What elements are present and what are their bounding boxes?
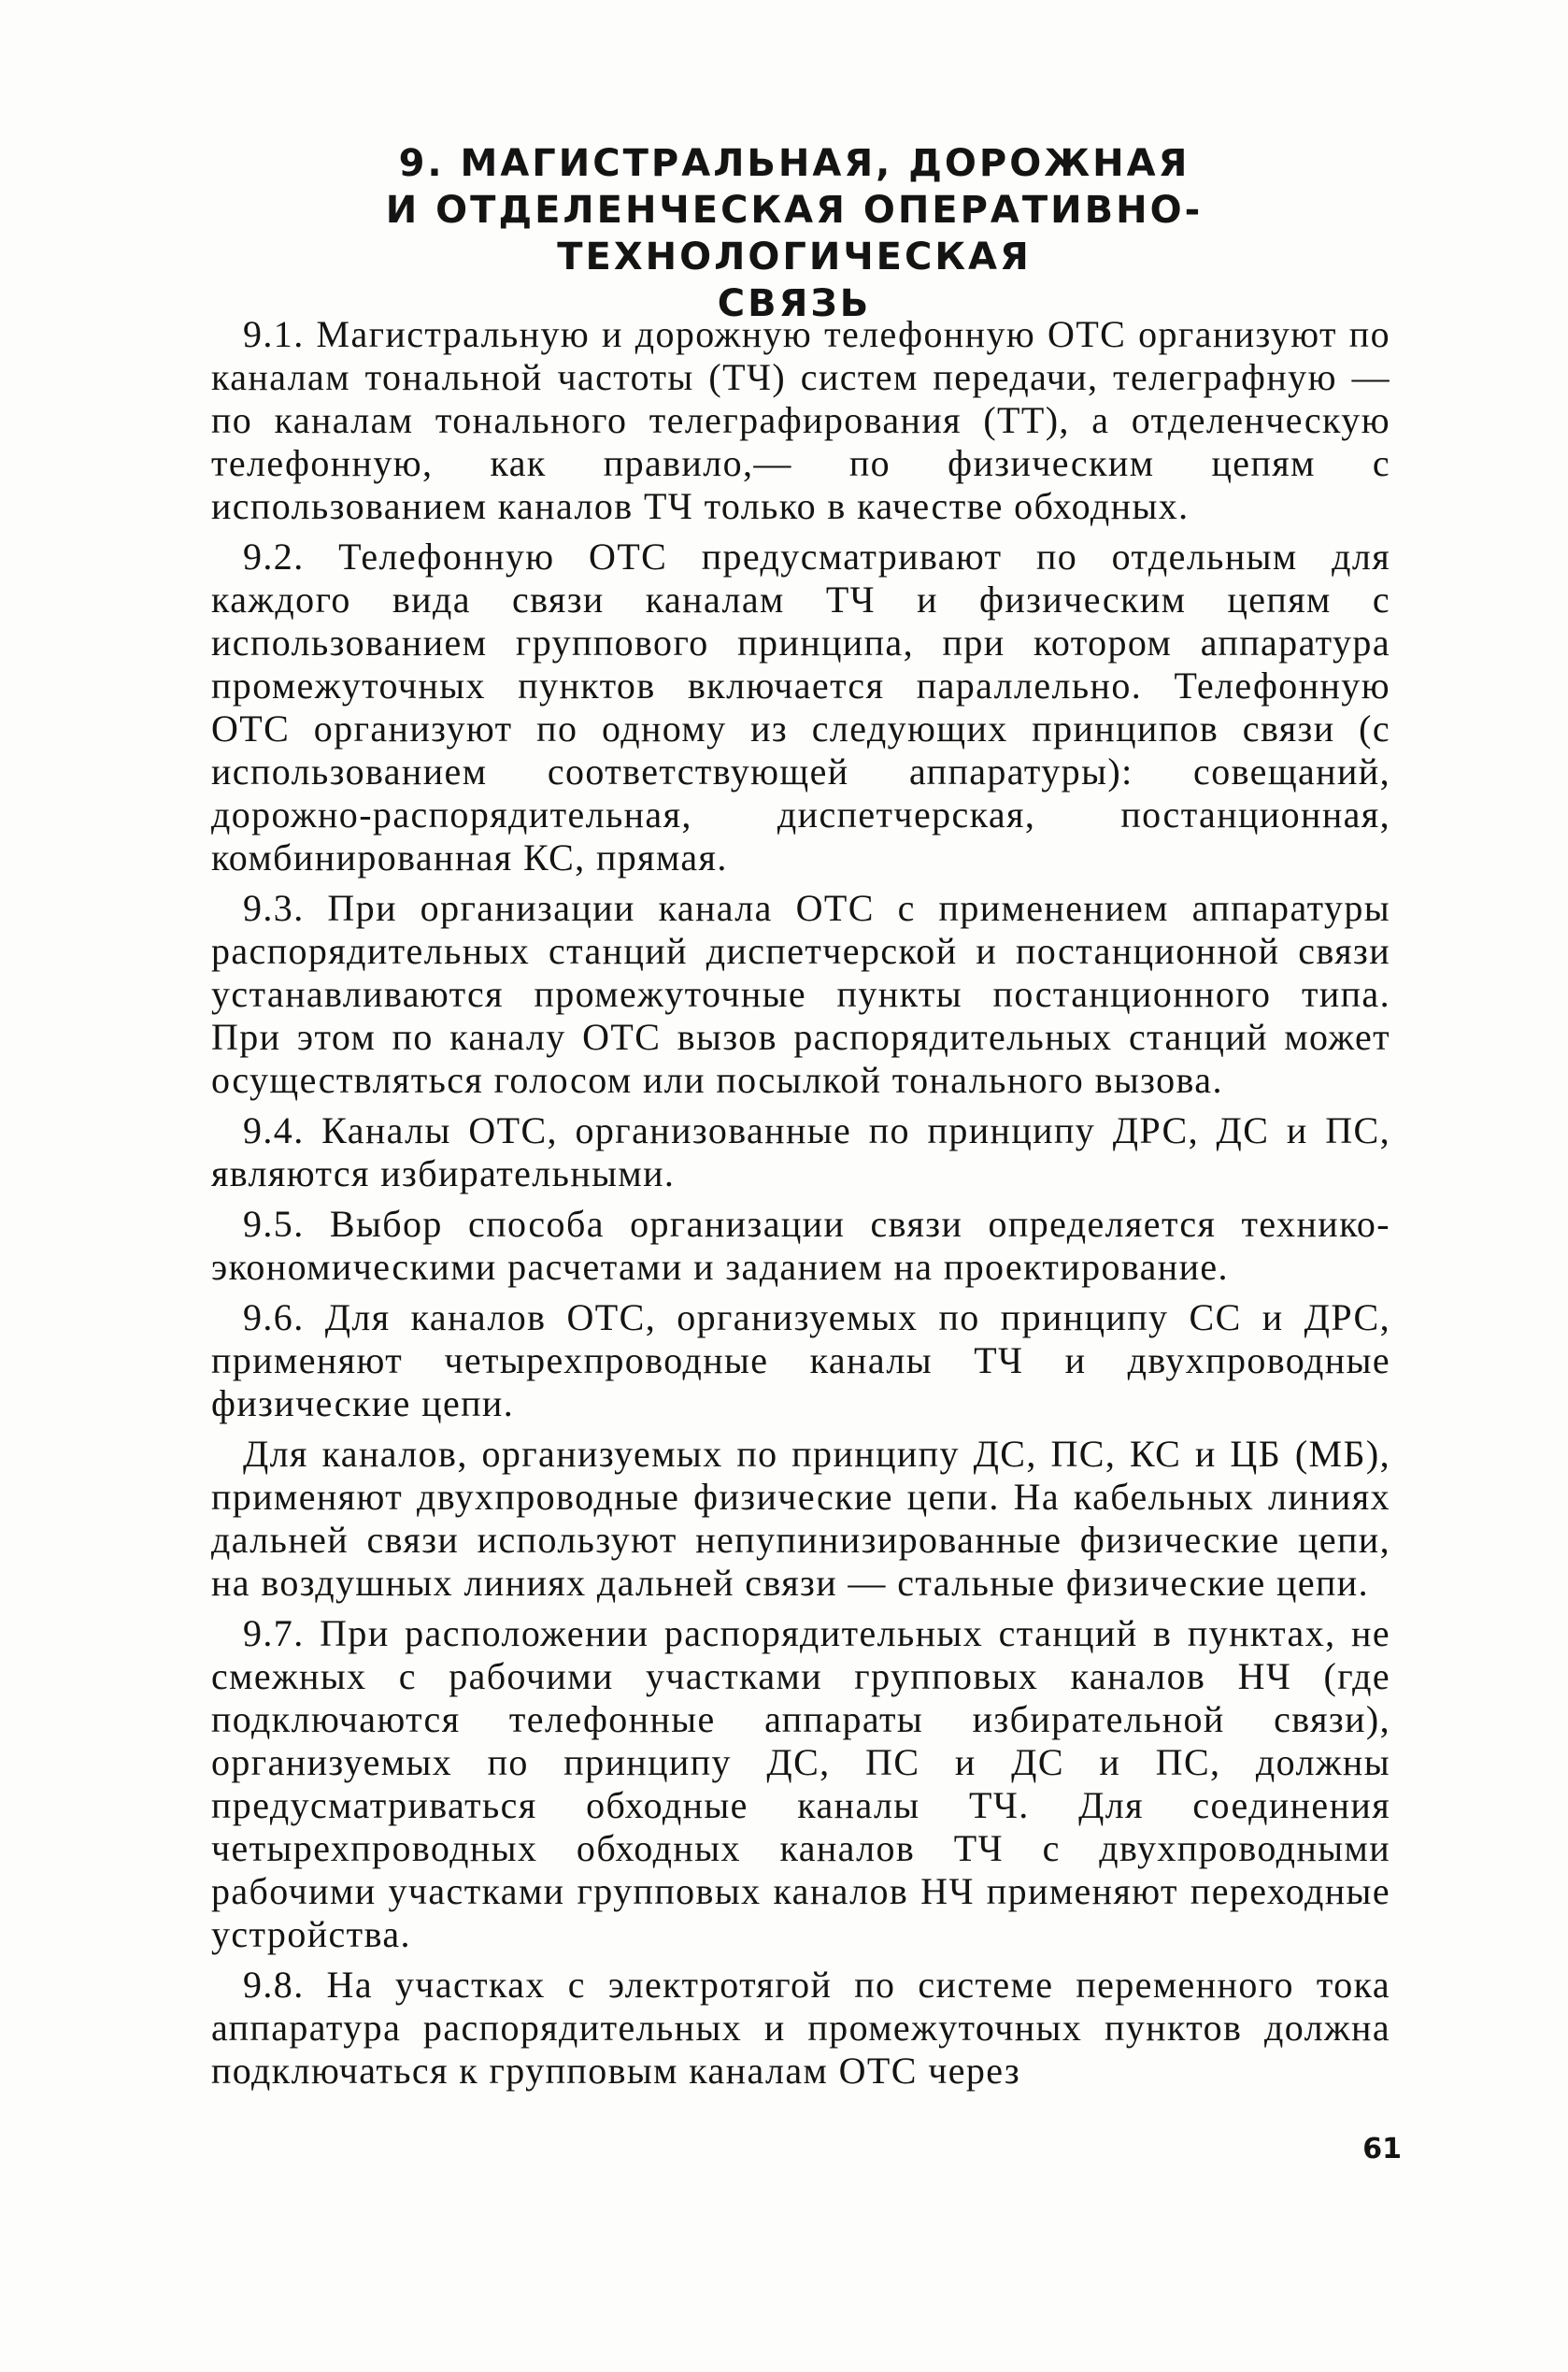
paragraph-9-3: 9.3. При организации канала ОТС с применением аппаратуры распорядительных станций диспетчерской и постанционной связи устанавливаются промежуточные пункты постанционного типа. При этом по каналу ОТС вызов распорядительных станций может осуществляться голосом или посылкой тонального вызова. [211, 887, 1390, 1101]
paragraph-9-1: 9.1. Магистральную и дорожную телефонную ОТС организуют по каналам тональной частоты (ТЧ) систем передачи, телеграфную — по каналам тонального телеграфирования (ТТ), а отделенческую телефонную, как правило,— по физическим цепям с использованием каналов ТЧ только в качестве обходных. [211, 313, 1390, 527]
paragraph-9-6-continued: Для каналов, организуемых по принципу ДС, ПС, КС и ЦБ (МБ), применяют двухпроводные физические цепи. На кабельных линиях дальней связи используют непупинизированные физические цепи, на воздушных линиях дальней связи — стальные физические цепи. [211, 1433, 1390, 1604]
section-heading [187, 140, 1402, 327]
paragraph-9-6: 9.6. Для каналов ОТС, организуемых по принципу СС и ДРС, применяют четырехпроводные каналы ТЧ и двухпроводные физические цепи. [211, 1296, 1390, 1424]
paragraph-9-5: 9.5. Выбор способа организации связи определяется технико-экономическими расчетами и заданием на проектирование. [211, 1203, 1390, 1288]
heading-line-2: И ОТДЕЛЕНЧЕСКАЯ ОПЕРАТИВНО-ТЕХНОЛОГИЧЕСКАЯ [385, 189, 1204, 279]
heading-line-3: СВЯЗЬ [717, 282, 872, 325]
page-number: 61 [1362, 2133, 1402, 2165]
heading-line-1: 9. МАГИСТРАЛЬНАЯ, ДОРОЖНАЯ [398, 142, 1190, 185]
paragraph-9-4: 9.4. Каналы ОТС, организованные по принципу ДРС, ДС и ПС, являются избирательными. [211, 1109, 1390, 1194]
body-text [211, 313, 1390, 2100]
paragraph-9-7: 9.7. При расположении распорядительных станций в пунктах, не смежных с рабочими участками групповых каналов НЧ (где подключаются телефонные аппараты избирательной связи), организуемых по принципу ДС, ПС и ДС и ПС, должны предусматриваться обходные каналы ТЧ. Для соединения четырехпроводных обходных каналов ТЧ с двухпроводными рабочими участками групповых каналов НЧ применяют переходные устройства. [211, 1612, 1390, 1955]
paragraph-9-2: 9.2. Телефонную ОТС предусматривают по отдельным для каждого вида связи каналам ТЧ и физическим цепям с использованием группового принципа, при котором аппаратура промежуточных пунктов включается параллельно. Телефонную ОТС организуют по одному из следующих принципов связи (с использованием соответствующей аппаратуры): совещаний, дорожно-распорядительная, диспетчерская, постанционная, комбинированная КС, прямая. [211, 536, 1390, 879]
paragraph-9-8: 9.8. На участках с электротягой по системе переменного тока аппаратура распорядительных и промежуточных пунктов должна подключаться к групповым каналам ОТС через [211, 1964, 1390, 2092]
